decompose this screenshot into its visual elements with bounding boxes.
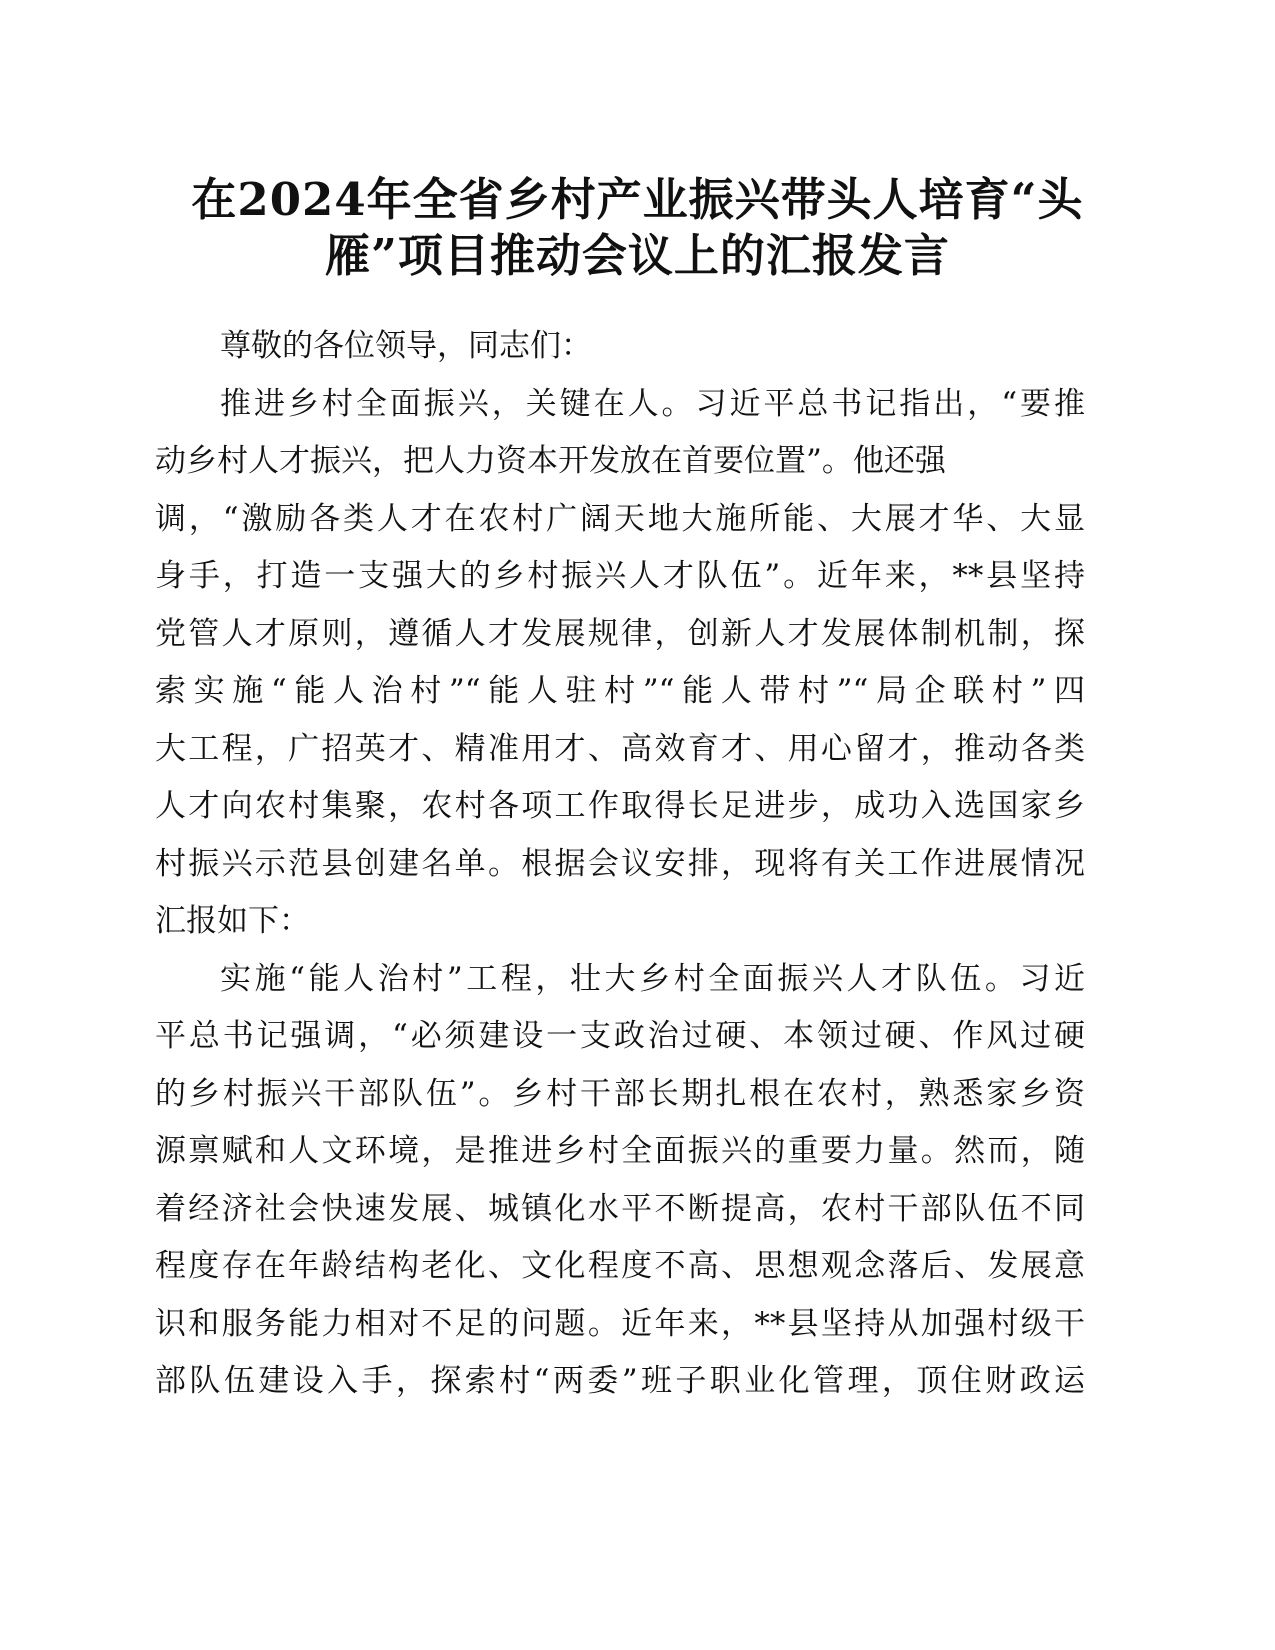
text-line: 动乡村人才振兴，把人力资本开发放在首要位置”。他还强 (155, 443, 946, 479)
text-line: 推进乡村全面振兴，关键在人。习近平总书记指出，“要推 (220, 385, 1085, 422)
text-line: 源禀赋和人文环境，是推进乡村全面振兴的重要力量。然而，随 (155, 1133, 1085, 1169)
text-line: 大工程，广招英才、精准用才、高效育才、用心留才，推动各类 (155, 730, 1085, 767)
text-line: 村振兴示范县创建名单。根据会议安排，现将有关工作进展情况 (155, 845, 1085, 882)
document-body (155, 318, 1085, 1411)
text-line: 身手，打造一支强大的乡村振兴人才队伍”。近年来，**县坚持 (155, 558, 1085, 594)
text-line: 实施“能人治村”工程，壮大乡村全面振兴人才队伍。习近 (220, 960, 1085, 997)
text-line: 调，“激励各类人才在农村广阔天地大施所能、大展才华、大显 (155, 500, 1085, 537)
text-line: 党管人才原则，遵循人才发展规律，创新人才发展体制机制，探 (155, 615, 1085, 652)
text-line: 程度存在年龄结构老化、文化程度不高、思想观念落后、发展意 (155, 1248, 1085, 1284)
document-title (150, 172, 1125, 284)
text-line: 汇报如下： (155, 903, 310, 939)
text-line: 人才向农村集聚，农村各项工作取得长足进步，成功入选国家乡 (155, 788, 1085, 824)
title-line: 在2024年全省乡村产业振兴带头人培育“头 (191, 173, 1084, 226)
paragraph-intro (155, 376, 1085, 951)
text-line: 平总书记强调，“必须建设一支政治过硬、本领过硬、作风过硬 (155, 1018, 1085, 1054)
text-line: 索实施“能人治村”“能人驻村”“能人带村”“局企联村”四 (155, 673, 1085, 709)
salutation: 尊敬的各位领导，同志们： (220, 328, 592, 364)
text-line: 部队伍建设入手，探索村“两委”班子职业化管理，顶住财政运 (155, 1363, 1085, 1399)
text-line: 识和服务能力相对不足的问题。近年来，**县坚持从加强村级干 (155, 1305, 1085, 1342)
text-line: 着经济社会快速发展、城镇化水平不断提高，农村干部队伍不同 (155, 1190, 1085, 1227)
title-line: 雁”项目推动会议上的汇报发言 (325, 229, 950, 282)
text-line: 的乡村振兴干部队伍”。乡村干部长期扎根在农村，熟悉家乡资 (155, 1075, 1085, 1112)
paragraph-section-one (155, 951, 1085, 1411)
